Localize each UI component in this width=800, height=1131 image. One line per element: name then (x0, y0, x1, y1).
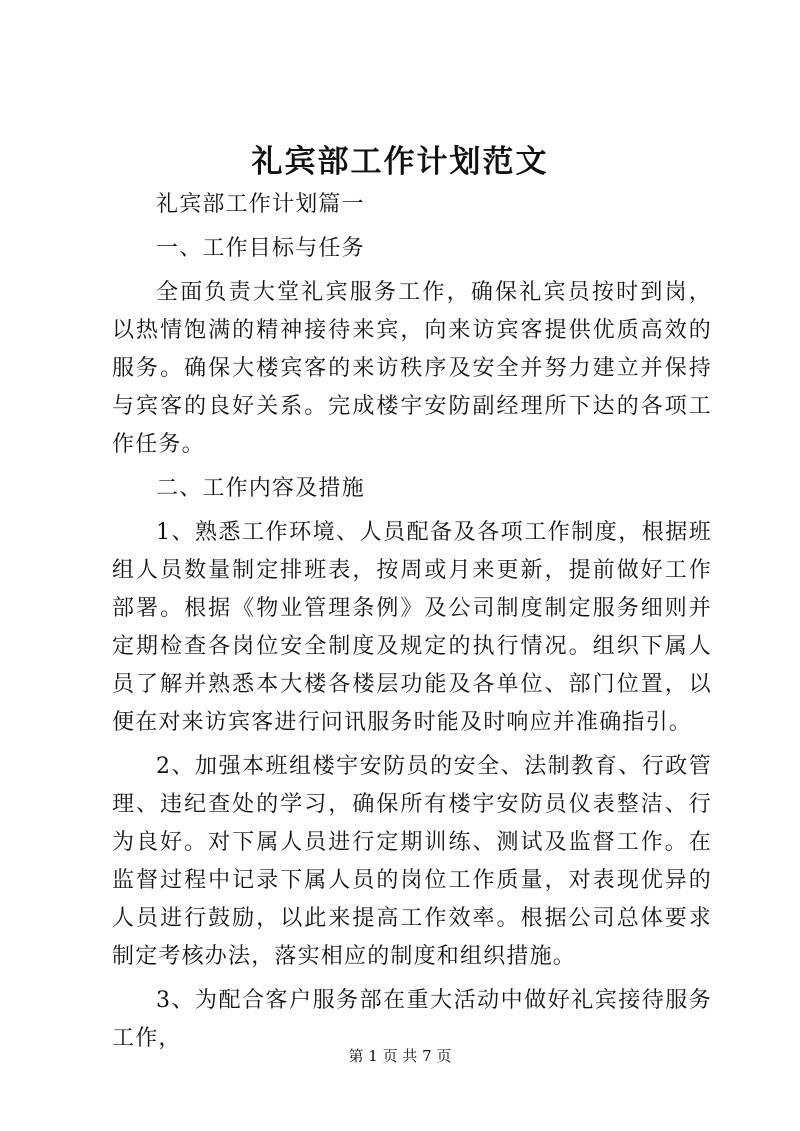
paragraph: 全面负责大堂礼宾服务工作，确保礼宾员按时到岗，以热情饱满的精神接待来宾，向来访宾客提供优质高效的服务。确保大楼宾客的来访秩序及安全并努力建立并保持与宾客的良好关系。完成楼宇安防副经理所下达的各项工作任务。 (112, 280, 712, 457)
page-footer: 第 1 页 共 7 页 (348, 1047, 452, 1065)
paragraph: 3、为配合客户服务部在重大活动中做好礼宾接待服务工作， (112, 988, 712, 1051)
subheading: 一、工作目标与任务 (156, 236, 365, 261)
document-title: 礼宾部工作计划范文 (251, 144, 549, 180)
subheading: 二、工作内容及措施 (156, 476, 365, 501)
document-body (112, 186, 712, 1064)
paragraph: 1、熟悉工作环境、人员配备及各项工作制度，根据班组人员数量制定排班表，按周或月来更新，提前做好工作部署。根据《物业管理条例》及公司制度制定服务细则并定期检查各岗位安全制度及规定的执行情况。组织下属人员了解并熟悉本大楼各楼层功能及各单位、部门位置，以便在对来访宾客进行问讯服务时能及时响应并准确指引。 (112, 520, 712, 735)
paragraph: 2、加强本班组楼宇安防员的安全、法制教育、行政管理、违纪查处的学习，确保所有楼宇安防员仪表整洁、行为良好。对下属人员进行定期训练、测试及监督工作。在监督过程中记录下属人员的岗位工作质量，对表现优异的人员进行鼓励，以此来提高工作效率。根据公司总体要求制定考核办法，落实相应的制度和组织措施。 (112, 754, 712, 969)
section-heading: 礼宾部工作计划篇一 (156, 192, 365, 217)
